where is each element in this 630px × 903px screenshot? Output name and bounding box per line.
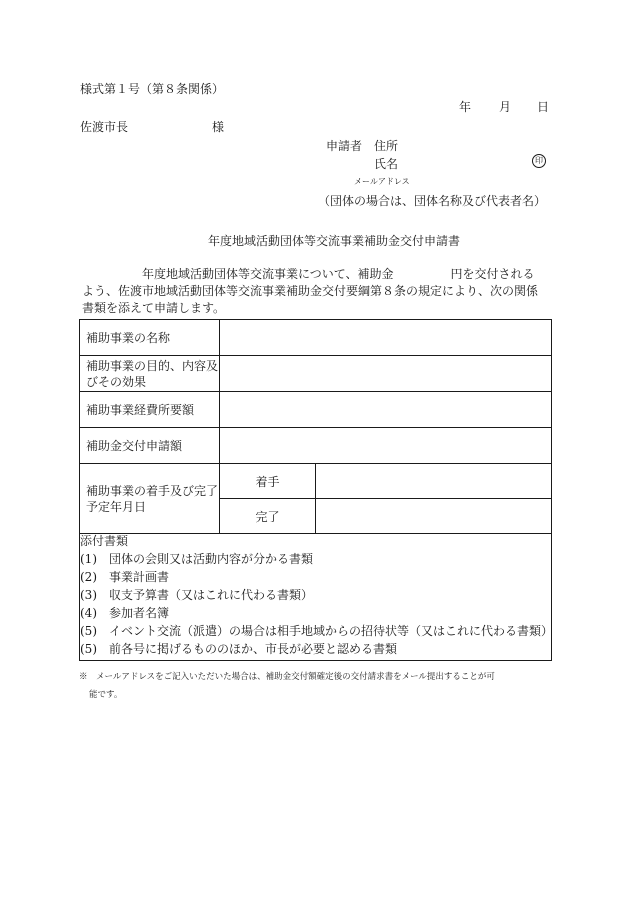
date-line <box>459 98 549 115</box>
table-row <box>80 356 552 392</box>
table-row <box>80 428 552 464</box>
table-row <box>80 392 552 428</box>
document-title: 年度地域活動団体等交流事業補助金交付申請書 <box>208 234 461 248</box>
statement-line-1b: 円を交付される <box>450 267 535 281</box>
end-label: 完了 <box>220 499 316 534</box>
group-note: （団体の場合は、団体名称及び代表者名） <box>318 194 547 208</box>
period-label: 補助事業の着手及び完了予定年月日 <box>80 464 220 534</box>
project-purpose-field[interactable] <box>220 356 552 392</box>
footnote-line-1: ※ メールアドレスをご記入いただいた場合は、補助金交付額確定後の交付請求書をメール提出することが可 <box>79 672 495 682</box>
start-date-field[interactable] <box>316 464 552 499</box>
addressee-suffix: 様 <box>212 120 225 134</box>
application-table <box>79 319 552 534</box>
end-date-field[interactable] <box>316 499 552 534</box>
date-day-label: 日 <box>537 100 550 114</box>
project-cost-field[interactable] <box>220 392 552 428</box>
date-year-label: 年 <box>459 100 472 114</box>
grant-amount-field[interactable] <box>220 428 552 464</box>
attachments-title: 添付書類 <box>80 534 129 548</box>
attachment-item: (3) 収支予算書（又はこれに代わる書類） <box>80 588 313 602</box>
statement-line-2: よう、佐渡市地域活動団体等交流事業補助金交付要綱第８条の規定により、次の関係 <box>82 284 539 298</box>
project-cost-label: 補助事業経費所要額 <box>80 392 220 428</box>
statement-line-1a: 年度地域活動団体等交流事業について、補助金 <box>142 267 394 281</box>
email-label: メールアドレス <box>354 177 410 186</box>
applicant-role-label: 申請者 <box>326 139 363 153</box>
addressee: 佐渡市長 <box>80 120 129 134</box>
project-purpose-label: 補助事業の目的、内容及びその効果 <box>80 356 220 392</box>
attachment-item: (5) 前各号に掲げるもののほか、市長が必要と認める書類 <box>80 642 398 656</box>
grant-amount-label: 補助金交付申請額 <box>80 428 220 464</box>
table-row <box>80 464 552 499</box>
attachment-item: (2) 事業計画書 <box>80 570 169 584</box>
form-number: 様式第１号（第８条関係） <box>80 82 225 96</box>
date-month-label: 月 <box>499 100 512 114</box>
table-row <box>80 320 552 356</box>
applicant-address-label: 住所 <box>374 139 399 153</box>
application-statement <box>82 266 552 317</box>
statement-line-3: 書類を添えて申請します。 <box>82 301 226 315</box>
footnote-line-2: 能です。 <box>89 690 123 700</box>
attachments-section <box>79 532 552 661</box>
project-name-field[interactable] <box>220 320 552 356</box>
footnote <box>79 668 554 704</box>
statement-line-1 <box>82 266 552 283</box>
attachment-item: (4) 参加者名簿 <box>80 606 169 620</box>
project-name-label: 補助事業の名称 <box>80 320 220 356</box>
seal-mark: 印 <box>532 154 546 168</box>
applicant-name-label: 氏名 <box>374 157 399 171</box>
attachment-item: (1) 団体の会則又は活動内容が分かる書類 <box>80 552 313 566</box>
attachment-item: (5) イベント交流（派遣）の場合は相手地域からの招待状等（又はこれに代わる書類） <box>80 624 554 638</box>
start-label: 着手 <box>220 464 316 499</box>
